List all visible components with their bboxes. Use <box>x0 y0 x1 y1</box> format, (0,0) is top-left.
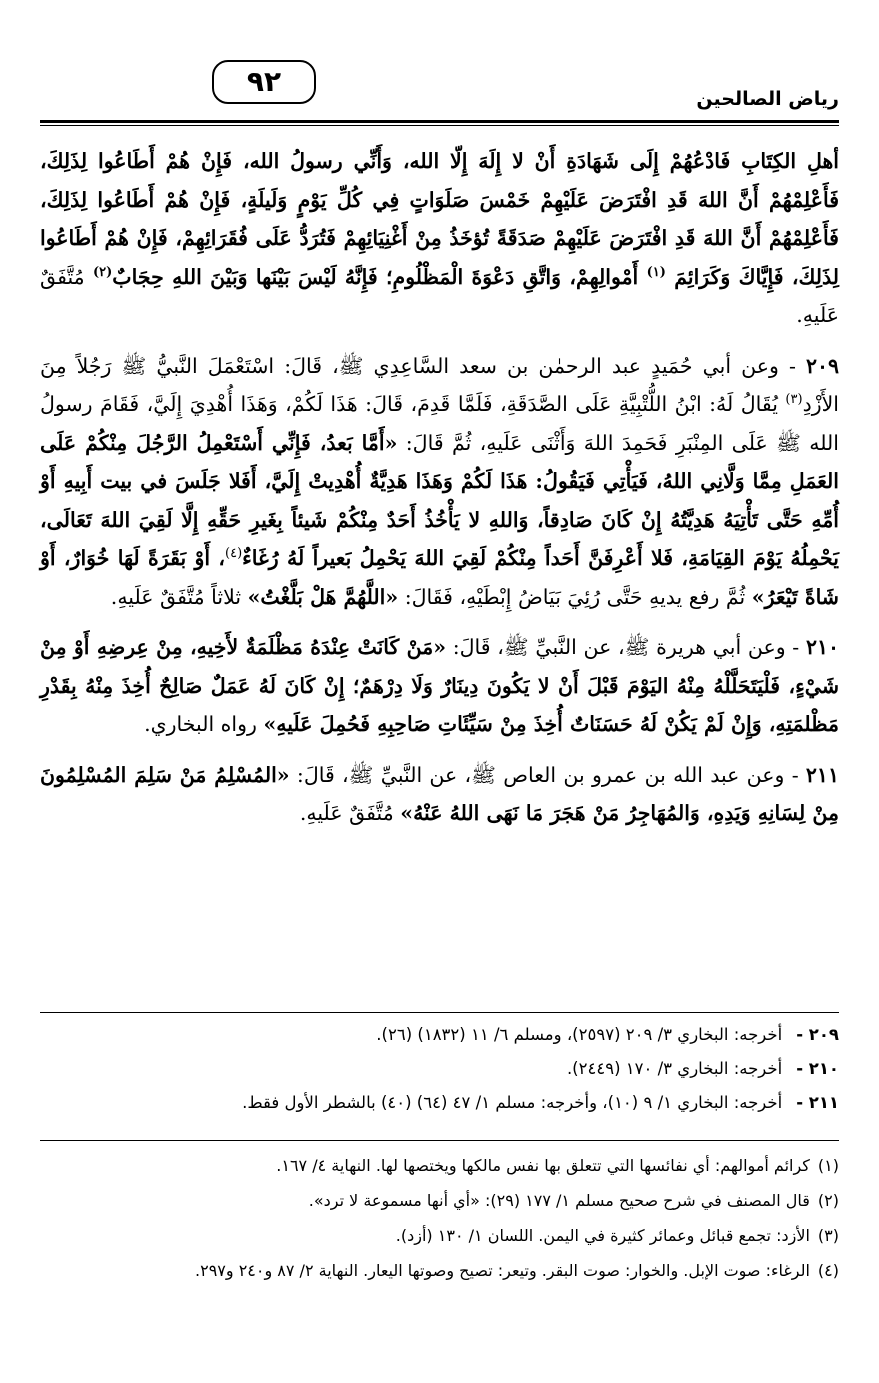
hadith-quote: ، أَوْ بَقَرَةً لَهَا خُوَارٌ، أَوْ شَاةً تَيْعَرُ» <box>40 546 839 609</box>
continuation-text: أَمْوالِهِمْ، وَاتَّقِ دَعْوَةَ الْمَظْلُومِ؛ فَإِنَّهُ لَيْسَ بَيْنَها وَبَيْنَ اللهِ حِجَابٌ <box>112 264 639 289</box>
footnote-number: (٤) <box>817 1261 839 1280</box>
sources-separator <box>40 1012 839 1013</box>
hadith-narration: ثُمَّ رفع يديهِ حَتَّى رُئِيَ بَيَاضُ إِبْطَيْهِ، فَقَالَ: <box>404 584 746 609</box>
hadith-quote: «المُسْلِمُ مَنْ سَلِمَ المُسْلِمُونَ مِنْ لِسَانِهِ وَيَدِهِ، وَالمُهَاجِرُ مَنْ هَجَرَ مَا نَهَى اللهُ عَنْهُ» <box>40 762 839 825</box>
hadith-number: ٢١٠ <box>805 635 839 659</box>
header-rule-thin <box>40 125 839 126</box>
footnote-text: قال المصنف في شرح صحيح مسلم ١/ ١٧٧ (٢٩): «أي أنها مسموعة لا ترد». <box>308 1191 810 1210</box>
page-number: ٩٢ <box>212 60 316 104</box>
hadith-quote: «مَنْ كَانَتْ عِنْدَهُ مَظْلَمَةٌ لأَخِيهِ، مِنْ عِرضِهِ أَوْ مِنْ شَيْءٍ، فَلْيَتَحَلَّلْهُ مِنْهُ اليَوْمَ قَبْلَ أَنْ لا يَكُونَ دِينَارٌ وَلَا دِرْهَمٌ؛ إِنْ كَانَ لَهُ عَمَلٌ صَالِحٌ أُخِذَ مِنْهُ بِقَدْرِ مَظْلمَتِهِ، وَإِنْ لَمْ يَكُنْ لَهُ حَسَنَاتٌ أُخِذَ مِنْ سَيِّئَاتِ صَاحِبِهِ فَحُمِلَ عَلَيهِ» <box>40 635 839 736</box>
footnote-number: (١) <box>817 1156 839 1175</box>
footnote-ref-3: (٣) <box>785 392 803 407</box>
source-text: أخرجه: البخاري ٣/ ٢٠٩ (٢٥٩٧)، ومسلم ٦/ ١١ (١٨٣٢) (٢٦). <box>376 1025 783 1044</box>
attribution: مُتَّفَقٌ عَلَيهِ. <box>299 801 394 825</box>
hadith-narration: يُقَالُ لَهُ: ابْنُ اللُّتْبِيَّةِ عَلَى الصَّدَقَةِ، فَلَمَّا قَدِمَ، قَالَ: هَذَا لَكُمْ، وَهَذَا أُهْدِيَ إِلَيَّ، فَقَامَ رسولُ الله ﷺ عَلَى المِنْبَرِ فَحَمِدَ اللهَ وَأَثْنَى عَلَيهِ، ثُمَّ قَالَ: <box>40 392 839 455</box>
hadith-quote: «اللَّهُمَّ هَلْ بَلَّغْتُ» <box>247 584 399 609</box>
hadith-intro: - وعن أبي هريرة ﷺ، عن النَّبيِّ ﷺ، قَالَ: <box>452 635 800 659</box>
footnote-text: كرائم أموالهم: أي نفائسها التي تتعلق بها نفس مالكها ويختصها لها. النهاية ٤/ ١٦٧. <box>276 1156 810 1175</box>
source-number: ٢١١ - <box>796 1093 839 1112</box>
source-text: أخرجه: البخاري ٣/ ١٧٠ (٢٤٤٩). <box>566 1059 783 1078</box>
hadith-number: ٢٠٩ <box>805 353 839 378</box>
main-text <box>40 142 839 833</box>
footnote-text: الرغاء: صوت الإبل. والخوار: صوت البقر. وتيعر: تصيح وصوتها اليعار. النهاية ٢/ ٨٧ و٢٤٠ و٢٩٧. <box>195 1261 810 1280</box>
source-number: ٢٠٩ - <box>796 1025 839 1044</box>
source-number: ٢١٠ - <box>796 1059 839 1078</box>
hadith-number: ٢١١ <box>805 762 839 787</box>
footnote-number: (٢) <box>817 1191 839 1210</box>
footnote-ref-4: (٤) <box>225 546 243 561</box>
attribution: ثلاثاً مُتَّفَقٌ عَلَيهِ. <box>110 584 242 609</box>
sources-section <box>40 1018 839 1120</box>
source-line <box>40 1018 839 1052</box>
source-text: أخرجه: البخاري ١/ ٩ (١٠)، وأخرجه: مسلم ١/ ٤٧ (٦٤) (٤٠) بالشطر الأول فقط. <box>242 1093 783 1112</box>
hadith-quote: «أَمَّا بَعدُ، فَإِنِّي أَسْتَعْمِلُ الرَّجُلَ مِنْكُمْ عَلَى العَمَلِ مِمَّا وَلَّانِي اللهُ، فَيَأْتِي فَيَقُولُ: هَذَا لَكُمْ وَهَذَا هَدِيَّةٌ أُهْدِيتْ إِلَيَّ، أَفَلا جَلَسَ في بيت أَبِيهِ أَوْ أُمِّهِ حَتَّى تَأْتِيَهُ هَدِيَّتُهُ إِنْ كَانَ صَادِقاً، وَاللهِ لا يَأْخُذُ أَحَدٌ مِنْكُمْ شَيئاً بِغَيرِ حَقِّهِ إِلَّا لَقِيَ اللهَ تَعَالَى، يَحْمِلُهُ يَوْمَ القِيَامَةِ، فَلا أَعْرِفَنَّ أَحَداً مِنْكُمْ لَقِيَ اللهَ يَحْمِلُ بَعيراً لَهُ رُغَاءٌ <box>40 430 839 570</box>
hadith-209 <box>40 347 839 617</box>
attribution: مُتَّفَقٌ عَلَيهِ. <box>40 264 839 327</box>
hadith-intro: - وعن أبي حُمَيدٍ عبد الرحمٰن بن سعد السَّاعِدِي ﷺ، قَالَ: اسْتَعْمَلَ النَّبيُّ ﷺ رَجُلاً مِنَ الأَزْدِ <box>40 353 839 416</box>
footnotes-separator <box>40 1140 839 1141</box>
footnote-number: (٣) <box>817 1226 839 1245</box>
footnote <box>40 1148 839 1183</box>
footnote <box>40 1218 839 1253</box>
source-line <box>40 1052 839 1086</box>
footnote-ref-1: (١) <box>646 264 666 280</box>
hadith-210 <box>40 628 839 744</box>
footnote <box>40 1253 839 1288</box>
header-rule-thick <box>40 120 839 123</box>
attribution: رواه البخاري. <box>144 712 257 736</box>
book-title: رياض الصالحين <box>696 88 839 110</box>
source-line <box>40 1086 839 1120</box>
hadith-211 <box>40 756 839 833</box>
continuation-paragraph <box>40 142 839 335</box>
footnote-text: الأزد: تجمع قبائل وعمائر كثيرة في اليمن. اللسان ١/ ١٣٠ (أزد). <box>395 1226 810 1245</box>
hadith-intro: - وعن عبد الله بن عمرو بن العاص ﷺ، عن النَّبيِّ ﷺ، قَالَ: <box>296 762 799 787</box>
continuation-text: أهلِ الكِتَابِ فَادْعُهُمْ إِلَى شَهَادَةِ أَنْ لا إِلَهَ إِلّا الله، وَأَنِّي رسولُ الله، فَإِنْ هُمْ أَطَاعُوا لِذَلِكَ، فَأَعْلِمْهُمْ أَنَّ اللهَ قَدِ افْتَرَضَ عَلَيْهِمْ خَمْسَ صَلَوَاتٍ فِي كُلِّ يَوْمٍ وَلَيلَةٍ، فَإِنْ هُمْ أَطَاعُوا لِذَلِكَ، فَأَعْلِمْهُمْ أَنَّ اللهَ قَدِ افْتَرَضَ عَلَيْهِمْ صَدَقَةً تُؤخَذُ مِنْ أَغْنِيَائِهِمْ فَتُرَدُّ عَلَى فُقَرَائِهِمْ، فَإِنْ هُمْ أَطَاعُوا لِذَلِكَ، فَإِيَّاكَ وَكَرَائِمَ <box>40 149 840 289</box>
footnote-ref-2: (٢) <box>93 264 113 280</box>
footnote <box>40 1183 839 1218</box>
footnotes-section <box>40 1148 839 1288</box>
page-header <box>40 58 839 128</box>
